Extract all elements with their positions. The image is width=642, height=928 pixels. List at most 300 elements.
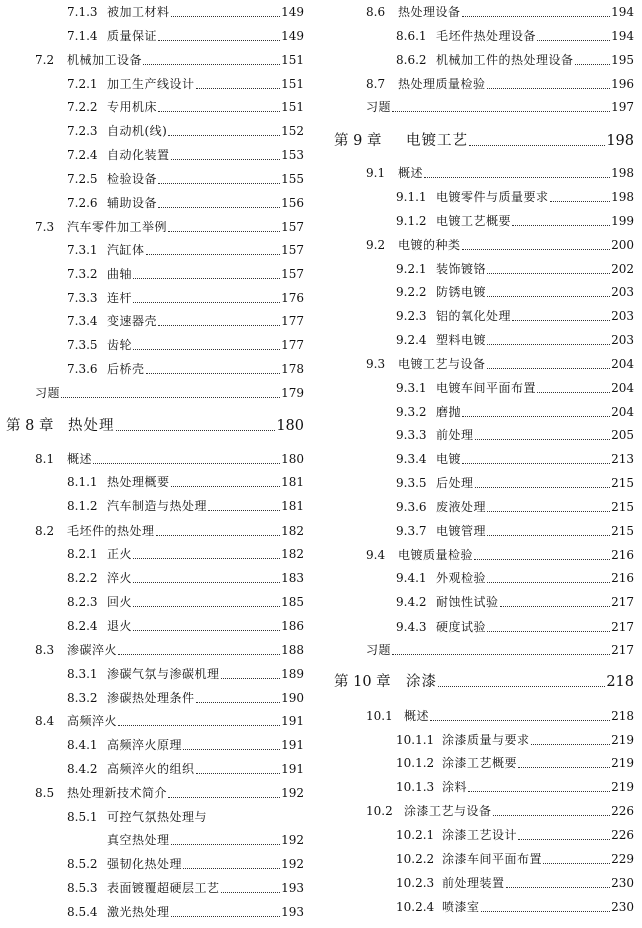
- toc-page-number: 219: [611, 780, 634, 794]
- toc-entry[interactable]: [0, 121, 304, 141]
- toc-entry[interactable]: [0, 496, 304, 516]
- toc-entry-title: 电镀的种类: [398, 238, 461, 252]
- toc-entry-number: 8.5.2: [67, 857, 98, 871]
- toc-entry[interactable]: [334, 187, 634, 207]
- toc-entry-number: 8.3.1: [67, 667, 98, 681]
- dot-leader: [493, 815, 611, 816]
- toc-entry[interactable]: [334, 235, 634, 255]
- toc-exercise-entry[interactable]: [334, 640, 634, 660]
- toc-page-number: 192: [281, 786, 304, 800]
- toc-page-number: 204: [611, 381, 634, 395]
- dot-leader: [487, 344, 610, 345]
- toc-entry[interactable]: [334, 306, 634, 326]
- toc-page-number: 191: [281, 738, 304, 752]
- toc-entry-number: 8.1: [35, 452, 55, 466]
- toc-entry-number: 7.3.1: [67, 243, 98, 257]
- toc-page-number: 177: [281, 338, 304, 352]
- dot-leader: [474, 559, 610, 560]
- toc-page-number: 190: [281, 691, 304, 705]
- toc-entry[interactable]: [0, 830, 304, 850]
- toc-page-number: 179: [281, 386, 304, 400]
- toc-entry[interactable]: [334, 592, 634, 612]
- toc-page-number: 192: [281, 833, 304, 847]
- toc-entry-title: 前处理装置: [442, 876, 505, 890]
- toc-entry-title: 正火: [107, 547, 133, 561]
- toc-entry-number: 10.1.2: [396, 756, 435, 770]
- toc-entry-title: 涂漆质量与要求: [442, 733, 530, 747]
- dot-leader: [462, 463, 610, 464]
- toc-page-number: 198: [611, 190, 634, 204]
- toc-page-number: 202: [611, 262, 634, 276]
- toc-entry[interactable]: [334, 706, 634, 726]
- toc-entry[interactable]: [334, 74, 634, 94]
- toc-entry-title: 习题: [366, 100, 392, 114]
- toc-entry-title: 毛坯件热处理设备: [436, 29, 537, 43]
- toc-entry[interactable]: [334, 2, 634, 22]
- toc-entry[interactable]: [0, 592, 304, 612]
- dot-leader: [424, 177, 610, 178]
- toc-entry-title: 高频淬火的组织: [107, 762, 195, 776]
- toc-entry[interactable]: [334, 897, 634, 917]
- toc-page-number: 203: [611, 285, 634, 299]
- toc-entry[interactable]: [334, 402, 634, 422]
- toc-entry[interactable]: [334, 211, 634, 231]
- toc-entry[interactable]: [0, 688, 304, 708]
- toc-entry-number: 8.4.1: [67, 738, 98, 752]
- dot-leader: [158, 183, 280, 184]
- toc-page-number: 217: [611, 620, 634, 634]
- toc-page-number: 183: [281, 571, 304, 585]
- toc-entry-title: 涂漆: [406, 674, 437, 690]
- toc-entry[interactable]: [334, 801, 634, 821]
- toc-entry-number: 7.2.5: [67, 172, 98, 186]
- dot-leader: [171, 916, 281, 917]
- toc-entry[interactable]: [334, 26, 634, 46]
- toc-entry-number: 10.2.4: [396, 900, 435, 914]
- toc-entry-title: 热处理新技术简介: [67, 786, 168, 800]
- dot-leader: [468, 791, 610, 792]
- toc-page-number: 188: [281, 643, 304, 657]
- toc-entry[interactable]: [334, 50, 634, 70]
- toc-entry-title: 电镀工艺概要: [436, 214, 512, 228]
- toc-entry[interactable]: [334, 753, 634, 773]
- toc-page-number: 180: [281, 452, 304, 466]
- toc-entry-title: 外观检验: [436, 571, 487, 585]
- toc-entry[interactable]: [334, 330, 634, 350]
- dot-leader: [506, 887, 611, 888]
- dot-leader: [171, 16, 281, 17]
- dot-leader: [183, 868, 280, 869]
- toc-entry-title: 磨抛: [436, 405, 462, 419]
- toc-entry[interactable]: [334, 545, 634, 565]
- dot-leader: [487, 535, 610, 536]
- dot-leader: [171, 486, 281, 487]
- dot-leader: [221, 892, 281, 893]
- toc-entry-title: 热处理: [68, 418, 115, 434]
- toc-entry-title: 淬火: [107, 571, 133, 585]
- toc-page-number: 155: [281, 172, 304, 186]
- toc-page-number: 156: [281, 196, 304, 210]
- toc-entry[interactable]: [0, 807, 304, 827]
- toc-entry-title: 退火: [107, 619, 133, 633]
- dot-leader: [143, 64, 280, 65]
- dot-leader: [133, 582, 280, 583]
- toc-entry-title: 习题: [35, 386, 61, 400]
- toc-page-number: 219: [611, 756, 634, 770]
- toc-entry[interactable]: [0, 759, 304, 779]
- toc-entry-number: 7.3.6: [67, 362, 98, 376]
- dot-leader: [487, 631, 610, 632]
- toc-page-number: 196: [611, 77, 634, 91]
- dot-leader: [146, 254, 281, 255]
- toc-entry[interactable]: [334, 521, 634, 541]
- toc-entry[interactable]: [334, 378, 634, 398]
- toc-entry-number: 8.2: [35, 524, 55, 538]
- toc-entry-number: 8.7: [366, 77, 386, 91]
- toc-entry[interactable]: [334, 568, 634, 588]
- toc-entry-title: 表面镀覆超硬层工艺: [107, 881, 220, 895]
- toc-entry[interactable]: [0, 902, 304, 922]
- toc-entry[interactable]: [0, 521, 304, 541]
- dot-leader: [487, 582, 610, 583]
- dot-leader: [487, 511, 610, 512]
- dot-leader: [133, 630, 280, 631]
- toc-entry-title: 机械加工件的热处理设备: [436, 53, 574, 67]
- toc-entry-number: 9.4: [366, 548, 386, 562]
- toc-page-number: 217: [611, 643, 634, 657]
- dot-leader: [487, 88, 611, 89]
- dot-leader: [537, 40, 610, 41]
- toc-entry-title: 变速器壳: [107, 314, 158, 328]
- toc-entry[interactable]: [334, 497, 634, 517]
- toc-page-number: 149: [281, 5, 304, 19]
- toc-page-number: 194: [611, 5, 634, 19]
- toc-page-number: 203: [611, 309, 634, 323]
- dot-leader: [146, 373, 281, 374]
- dot-leader: [196, 88, 281, 89]
- toc-entry[interactable]: [334, 730, 634, 750]
- toc-entry-title: 渗碳热处理条件: [107, 691, 195, 705]
- dot-leader: [133, 349, 280, 350]
- toc-entry-number: 8.5.1: [67, 810, 98, 824]
- toc-entry-number: 9.2: [366, 238, 386, 252]
- toc-entry[interactable]: [0, 193, 304, 213]
- toc-entry-number: 9.1: [366, 166, 386, 180]
- toc-entry[interactable]: [334, 425, 634, 445]
- toc-entry-title: 塑料电镀: [436, 333, 487, 347]
- dot-leader: [133, 278, 280, 279]
- toc-page-number: 230: [611, 900, 634, 914]
- toc-entry-title: 被加工材料: [107, 5, 170, 19]
- toc-entry-number: 7.2: [35, 53, 55, 67]
- toc-entry-title: 专用机床: [107, 100, 158, 114]
- toc-entry[interactable]: [0, 664, 304, 684]
- toc-page-number: 215: [611, 500, 634, 514]
- toc-entry-number: 8.6: [366, 5, 386, 19]
- toc-entry[interactable]: [0, 783, 304, 803]
- toc-entry[interactable]: [0, 359, 304, 379]
- dot-leader: [158, 325, 280, 326]
- toc-page-number: 193: [281, 905, 304, 919]
- toc-page-number: 199: [611, 214, 634, 228]
- dot-leader: [221, 678, 281, 679]
- toc-entry-title: 热处理概要: [107, 475, 170, 489]
- dot-leader: [118, 654, 280, 655]
- toc-entry-title: 齿轮: [107, 338, 133, 352]
- toc-entry[interactable]: [334, 825, 634, 845]
- toc-entry-title: 电镀质量检验: [398, 548, 474, 562]
- toc-page-number: 195: [611, 53, 634, 67]
- toc-page-number: 157: [281, 243, 304, 257]
- toc-page-number: 182: [281, 524, 304, 538]
- toc-page-number: 205: [611, 428, 634, 442]
- toc-entry-title: 涂漆工艺与设备: [404, 804, 492, 818]
- toc-entry-title: 连杆: [107, 291, 133, 305]
- toc-page-number: 215: [611, 524, 634, 538]
- dot-leader: [116, 430, 276, 431]
- toc-entry[interactable]: [0, 2, 304, 22]
- toc-entry[interactable]: [334, 473, 634, 493]
- toc-entry-number: 9.3.5: [396, 476, 427, 490]
- toc-entry-number: 9.3.1: [396, 381, 427, 395]
- toc-entry-number: 7.1.4: [67, 29, 98, 43]
- toc-entry[interactable]: [0, 145, 304, 165]
- toc-entry-title: 电镀车间平面布置: [436, 381, 537, 395]
- toc-entry-number: 8.5.4: [67, 905, 98, 919]
- toc-entry[interactable]: [0, 640, 304, 660]
- toc-page-number: 157: [281, 267, 304, 281]
- toc-entry-title: 习题: [366, 643, 392, 657]
- toc-entry[interactable]: [334, 282, 634, 302]
- toc-page-number: 213: [611, 452, 634, 466]
- toc-entry[interactable]: [0, 288, 304, 308]
- toc-entry[interactable]: [0, 878, 304, 898]
- toc-entry[interactable]: [334, 873, 634, 893]
- toc-entry-number: 8.5: [35, 786, 55, 800]
- toc-page-number: 216: [611, 548, 634, 562]
- dot-leader: [158, 111, 280, 112]
- toc-entry-title: 高频淬火: [67, 714, 118, 728]
- dot-leader: [475, 439, 611, 440]
- dot-leader: [168, 797, 280, 798]
- toc-entry-number: 8.6.1: [396, 29, 427, 43]
- toc-entry[interactable]: [0, 97, 304, 117]
- toc-entry-number: 9.1.1: [396, 190, 427, 204]
- toc-page-number: 194: [611, 29, 634, 43]
- toc-page-number: 204: [611, 405, 634, 419]
- toc-entry-number: 7.3: [35, 220, 55, 234]
- dot-leader: [158, 40, 280, 41]
- toc-page-number: 191: [281, 762, 304, 776]
- toc-page-number: 189: [281, 667, 304, 681]
- toc-entry-title: 检验设备: [107, 172, 158, 186]
- toc-entry-number: 8.1.1: [67, 475, 98, 489]
- dot-leader: [208, 510, 280, 511]
- toc-entry-number: 9.3: [366, 357, 386, 371]
- toc-entry[interactable]: [0, 711, 304, 731]
- toc-entry-title: 喷漆室: [442, 900, 480, 914]
- dot-leader: [133, 606, 280, 607]
- dot-leader: [93, 463, 280, 464]
- toc-entry[interactable]: [0, 544, 304, 564]
- dot-leader: [537, 392, 610, 393]
- toc-page-number: 191: [281, 714, 304, 728]
- toc-entry-number: 9.4.3: [396, 620, 427, 634]
- dot-leader: [196, 773, 281, 774]
- toc-page-number: 217: [611, 595, 634, 609]
- toc-entry[interactable]: [334, 777, 634, 797]
- toc-page-number: 177: [281, 314, 304, 328]
- toc-page-number: 193: [281, 881, 304, 895]
- toc-exercise-entry[interactable]: [0, 383, 304, 403]
- toc-entry[interactable]: [334, 849, 634, 869]
- toc-entry[interactable]: [334, 449, 634, 469]
- toc-exercise-entry[interactable]: [334, 97, 634, 117]
- toc-entry-number: 8.2.2: [67, 571, 98, 585]
- dot-leader: [543, 863, 610, 864]
- toc-entry-number: 8.3.2: [67, 691, 98, 705]
- toc-entry[interactable]: [0, 74, 304, 94]
- toc-entry[interactable]: [334, 617, 634, 637]
- toc-entry[interactable]: [0, 335, 304, 355]
- toc-entry[interactable]: [0, 449, 304, 469]
- dot-leader: [171, 844, 281, 845]
- toc-entry-title: 渗碳气氛与渗碳机理: [107, 667, 220, 681]
- toc-entry[interactable]: [0, 26, 304, 46]
- toc-entry-title: 概述: [67, 452, 93, 466]
- toc-entry[interactable]: [0, 472, 304, 492]
- toc-entry-number: 7.3.3: [67, 291, 98, 305]
- toc-page-number: 203: [611, 333, 634, 347]
- toc-entry-title: 渗碳淬火: [67, 643, 118, 657]
- toc-entry-number: 9.1.2: [396, 214, 427, 228]
- toc-chapter-entry[interactable]: [0, 416, 304, 436]
- toc-entry-title: 可控气氛热处理与: [107, 810, 208, 824]
- toc-entry[interactable]: [0, 169, 304, 189]
- dot-leader: [158, 207, 280, 208]
- toc-page-number: 180: [276, 418, 304, 434]
- dot-leader: [481, 911, 611, 912]
- toc-page-number: 178: [281, 362, 304, 376]
- dot-leader: [487, 368, 611, 369]
- toc-entry[interactable]: [0, 568, 304, 588]
- toc-entry[interactable]: [334, 163, 634, 183]
- toc-page-number: 215: [611, 476, 634, 490]
- toc-entry-title: 回火: [107, 595, 133, 609]
- dot-leader: [171, 159, 281, 160]
- toc-entry-title: 电镀管理: [436, 524, 487, 538]
- toc-entry-number: 8.4.2: [67, 762, 98, 776]
- toc-entry-number: 第 8 章: [6, 418, 54, 434]
- dot-leader: [575, 64, 611, 65]
- toc-entry[interactable]: [0, 735, 304, 755]
- toc-entry-number: 9.3.3: [396, 428, 427, 442]
- toc-page-number: 149: [281, 29, 304, 43]
- dot-leader: [462, 16, 611, 17]
- toc-entry[interactable]: [334, 259, 634, 279]
- toc-entry-number: 8.4: [35, 714, 55, 728]
- dot-leader: [133, 302, 280, 303]
- toc-page-number: 197: [611, 100, 634, 114]
- toc-entry-number: 9.3.2: [396, 405, 427, 419]
- toc-entry-number: 7.2.6: [67, 196, 98, 210]
- toc-page-number: 182: [281, 547, 304, 561]
- toc-entry-number: 10.1.1: [396, 733, 435, 747]
- toc-entry-title: 涂漆车间平面布置: [442, 852, 543, 866]
- toc-entry-number: 9.2.3: [396, 309, 427, 323]
- toc-page-number: 152: [281, 124, 304, 138]
- toc-entry[interactable]: [334, 354, 634, 374]
- toc-entry-title: 概述: [404, 709, 430, 723]
- dot-leader: [118, 725, 280, 726]
- toc-entry-number: 第 9 章: [334, 133, 382, 149]
- toc-page-number: 186: [281, 619, 304, 633]
- toc-page-number: 219: [611, 733, 634, 747]
- toc-entry[interactable]: [0, 240, 304, 260]
- toc-entry-number: 8.1.2: [67, 499, 98, 513]
- dot-leader: [487, 273, 610, 274]
- toc-entry-number: 7.3.4: [67, 314, 98, 328]
- toc-page-number: 216: [611, 571, 634, 585]
- toc-entry-number: 第 10 章: [334, 674, 391, 690]
- dot-leader: [168, 231, 280, 232]
- toc-entry[interactable]: [0, 50, 304, 70]
- dot-leader: [462, 249, 611, 250]
- dot-leader: [430, 720, 610, 721]
- toc-entry-number: 10.2: [366, 804, 393, 818]
- toc-entry[interactable]: [0, 217, 304, 237]
- toc-entry-title: 汽车制造与热处理: [107, 499, 208, 513]
- toc-entry-title: 铝的氧化处理: [436, 309, 512, 323]
- toc-entry[interactable]: [0, 264, 304, 284]
- toc-entry[interactable]: [0, 854, 304, 874]
- toc-entry-title: 概述: [398, 166, 424, 180]
- toc-entry-number: 8.2.4: [67, 619, 98, 633]
- toc-entry-number: 9.4.1: [396, 571, 427, 585]
- dot-leader: [500, 606, 611, 607]
- toc-entry-number: 10.2.1: [396, 828, 435, 842]
- dot-leader: [512, 225, 610, 226]
- dot-leader: [61, 397, 280, 398]
- toc-entry-title: 装饰镀铬: [436, 262, 487, 276]
- toc-entry-number: 9.3.6: [396, 500, 427, 514]
- toc-entry-title: 曲轴: [107, 267, 133, 281]
- toc-entry-title: 涂漆工艺概要: [442, 756, 518, 770]
- toc-entry-title: 后桥壳: [107, 362, 145, 376]
- toc-entry-title: 电镀零件与质量要求: [436, 190, 549, 204]
- toc-entry-title: 涂料: [442, 780, 468, 794]
- toc-entry-title: 质量保证: [107, 29, 158, 43]
- toc-entry[interactable]: [0, 616, 304, 636]
- toc-page-number: 157: [281, 220, 304, 234]
- dot-leader: [475, 487, 611, 488]
- dot-leader: [183, 749, 280, 750]
- toc-entry-title: 加工生产线设计: [107, 77, 195, 91]
- toc-entry-number: 8.3: [35, 643, 55, 657]
- toc-entry[interactable]: [0, 311, 304, 331]
- toc-page-number: 181: [281, 499, 304, 513]
- toc-entry-number: 7.3.2: [67, 267, 98, 281]
- toc-page-number: 230: [611, 876, 634, 890]
- toc-chapter-entry[interactable]: [334, 672, 634, 692]
- toc-page-number: 151: [281, 53, 304, 67]
- toc-chapter-entry[interactable]: [334, 131, 634, 151]
- toc-entry-number: 9.2.2: [396, 285, 427, 299]
- toc-entry-title: 涂漆工艺设计: [442, 828, 518, 842]
- dot-leader: [469, 145, 605, 146]
- toc-entry-number: 7.2.4: [67, 148, 98, 162]
- toc-entry-number: 10.1.3: [396, 780, 435, 794]
